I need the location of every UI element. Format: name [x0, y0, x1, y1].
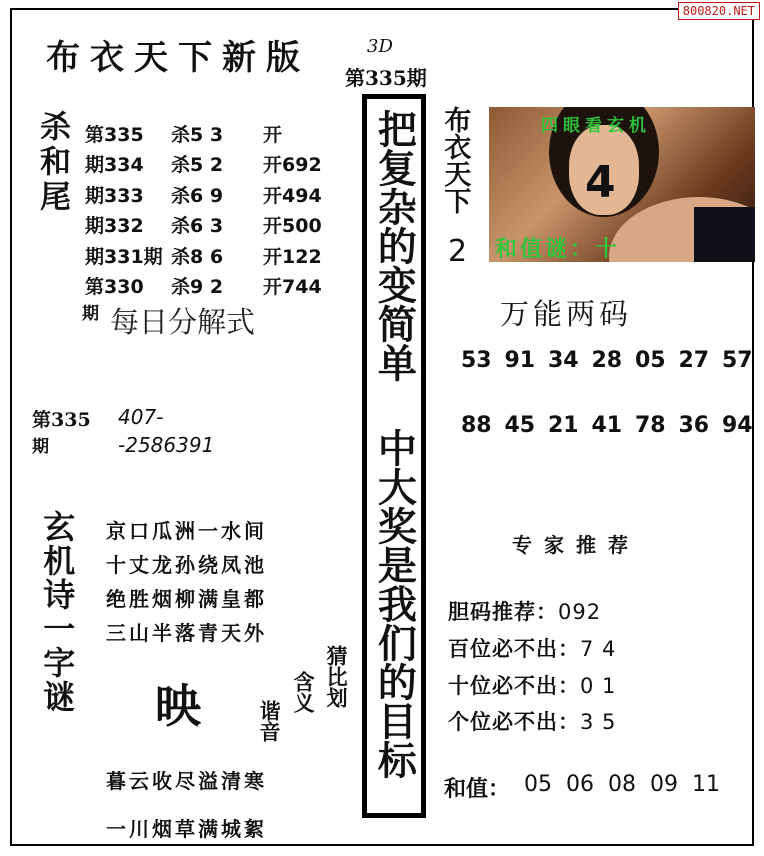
kill-issue-suffix: 期 [82, 304, 99, 324]
code-value: 53 [461, 348, 492, 373]
code-value: 88 [461, 413, 492, 438]
daily-formula-heading: 每日分解式 [110, 305, 256, 339]
sum-value: 09 [650, 772, 679, 797]
sum-value: 08 [608, 772, 637, 797]
kill-issue: 期332 [85, 215, 144, 238]
kill-value: 杀9 2 [171, 276, 224, 299]
code-value: 41 [591, 413, 623, 438]
hundreds-label: 百位必不出： [448, 636, 580, 661]
kill-row [85, 179, 333, 210]
photo-number: 4 [585, 157, 616, 208]
formula-number-2: -2586391 [118, 433, 215, 457]
kill-issue: 期331期 [85, 245, 163, 268]
kill-issue: 期334 [85, 154, 144, 177]
code-value: 34 [548, 348, 579, 373]
dan-code-row [448, 596, 601, 626]
open-value: 开692 [263, 154, 322, 177]
open-value: 开122 [263, 245, 322, 268]
sum-riddle: 和值谜：十 [495, 236, 621, 262]
poem-line: 京口瓜洲一水间 [106, 519, 267, 543]
formula-number-1: 407- [118, 405, 164, 429]
open-value: 开500 [263, 215, 322, 238]
hundreds-value: 7 4 [580, 637, 617, 661]
open-value: 开494 [263, 184, 322, 207]
kill-value: 杀5 2 [171, 154, 224, 177]
kill-row [85, 118, 333, 149]
tens-label: 十位必不出： [448, 673, 580, 698]
code-value: 21 [548, 413, 579, 438]
kill-issue: 期333 [85, 184, 144, 207]
kill-value: 杀5 3 [171, 123, 224, 146]
code-value: 78 [635, 413, 666, 438]
code-value: 28 [591, 348, 623, 373]
open-value: 开 [263, 123, 283, 146]
tens-row [448, 670, 616, 700]
game-tag: 3D [367, 36, 393, 57]
riddle-line: 一川烟草满城絮 [106, 817, 267, 841]
hundreds-row [448, 633, 616, 663]
sum-value: 06 [566, 772, 595, 797]
poem-line: 十丈龙孙绕凤池 [106, 553, 267, 577]
code-value: 27 [678, 348, 710, 373]
kill-issue: 第330 [85, 276, 144, 299]
sum-value: 11 [692, 772, 721, 797]
hint-stroke: 猜比划 [324, 645, 350, 708]
kill-value: 杀6 9 [171, 184, 224, 207]
poem-riddle-label: 玄机诗一字谜 [38, 510, 77, 714]
issue-number: 第335期 [345, 66, 427, 90]
site-badge[interactable]: 800820.NET [678, 2, 760, 20]
kill-value: 杀8 6 [171, 245, 224, 268]
issue-label: 第335 [32, 409, 91, 431]
kill-tail-label: 杀和尾 [34, 110, 70, 215]
dan-code-label: 胆码推荐： [448, 599, 558, 624]
dan-code-value: 092 [558, 600, 602, 624]
side-digit: 2 [448, 234, 468, 269]
sum-value: 05 [524, 772, 553, 797]
code-value: 57 [722, 348, 753, 373]
kill-issue: 第335 [85, 123, 144, 146]
riddle-line: 暮云收尽溢清寒 [106, 769, 267, 793]
sum-label: 和值： [444, 776, 511, 802]
code-row [461, 348, 764, 373]
sum-row [444, 772, 720, 803]
expert-title: 专家推荐 [512, 533, 640, 557]
kill-row [85, 240, 333, 271]
open-value: 开744 [263, 276, 322, 299]
kill-value: 杀6 3 [171, 215, 224, 238]
code-value: 05 [635, 348, 666, 373]
center-slogan: 把复杂的变简单 中大奖是我们的目标 [371, 109, 418, 779]
code-value: 91 [504, 348, 536, 373]
riddle-answer: 映 [155, 679, 201, 733]
units-row [448, 706, 616, 736]
kill-row [85, 210, 333, 241]
kill-tail-table [85, 118, 333, 301]
promo-photo [489, 107, 755, 262]
issue-label-suffix: 期 [32, 437, 49, 457]
hint-meaning: 含义 [291, 671, 317, 713]
photo-caption: 四眼看玄机 [541, 116, 651, 136]
units-label: 个位必不出： [448, 709, 580, 734]
side-title: 布衣天下 [439, 106, 471, 214]
kill-row [85, 149, 333, 180]
page-title: 布衣天下新版 [46, 38, 310, 78]
units-value: 3 5 [580, 710, 617, 734]
tens-value: 0 1 [580, 674, 617, 698]
poem-line: 三山半落青天外 [106, 621, 267, 645]
hint-homophone: 谐音 [257, 700, 283, 742]
kill-row [85, 271, 333, 302]
code-row [461, 413, 764, 438]
poem-line: 绝胜烟柳满皇都 [106, 587, 267, 611]
code-value: 36 [678, 413, 710, 438]
code-value: 94 [722, 413, 753, 438]
center-slogan-box [362, 94, 426, 818]
code-value: 45 [504, 413, 536, 438]
poem-lines [106, 514, 267, 650]
photo-clothing-shape [694, 207, 755, 262]
two-codes-title: 万能两码 [500, 297, 633, 331]
